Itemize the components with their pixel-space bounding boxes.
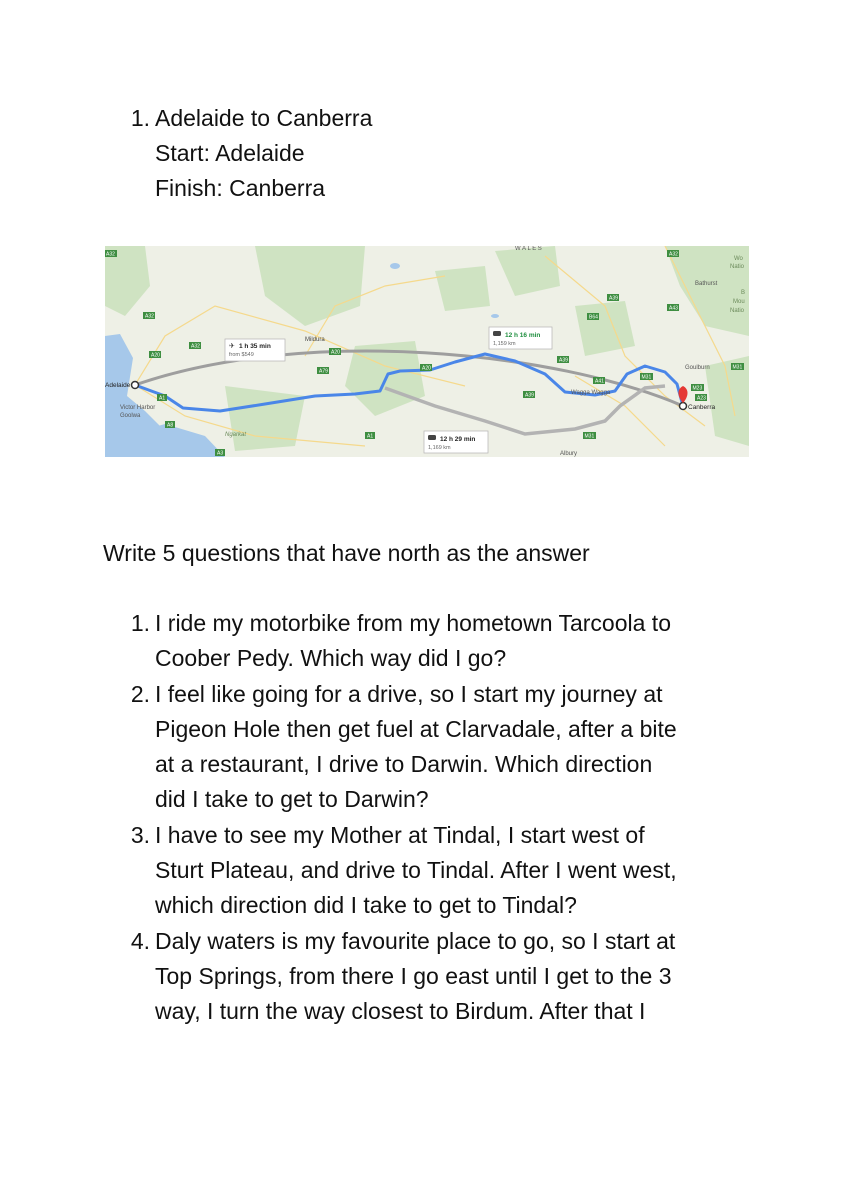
question-number: 1. [130, 610, 150, 636]
svg-text:M31: M31 [584, 433, 595, 440]
map-label: Mildura [305, 337, 325, 343]
map-label: Bathurst [695, 281, 718, 287]
road-shield [640, 373, 653, 381]
map-label: Ngarkat [225, 432, 247, 438]
road-shield [731, 363, 744, 371]
svg-text:A32: A32 [191, 343, 200, 350]
svg-text:M31: M31 [641, 374, 652, 381]
map-label: Wagga Wagga [571, 390, 611, 396]
svg-text:A32: A32 [669, 251, 678, 258]
question-line: Pigeon Hole then get fuel at Clarvadale, after a bite [155, 716, 677, 742]
svg-text:A20: A20 [422, 365, 431, 372]
svg-text:A39: A39 [525, 392, 534, 399]
main-drive-callout[interactable] [489, 327, 552, 349]
question-line: at a restaurant, I drive to Darwin. Which direction [155, 751, 653, 777]
svg-text:A3: A3 [217, 450, 224, 457]
question-line: Sturt Plateau, and drive to Tindal. After I went west, [155, 857, 677, 883]
airplane-icon: ✈ [229, 343, 235, 350]
question-number: 4. [130, 928, 150, 954]
svg-text:B64: B64 [589, 314, 598, 321]
end-point-icon [680, 403, 687, 410]
road-shield [607, 294, 619, 302]
svg-text:A79: A79 [319, 368, 328, 375]
drive-time: 12 h 16 min [505, 332, 541, 339]
map-label: B [741, 290, 746, 296]
alt-drive-time: 12 h 29 min [440, 436, 476, 443]
route-title: Adelaide to Canberra [155, 105, 373, 131]
alt-drive-callout[interactable] [424, 431, 488, 453]
svg-text:A41: A41 [595, 378, 604, 385]
map-label: Goolwa [120, 413, 141, 419]
flight-time: 1 h 35 min [239, 343, 271, 350]
instruction-text: Write 5 questions that have north as the answer [103, 540, 590, 566]
svg-text:A39: A39 [559, 357, 568, 364]
svg-text:A1: A1 [367, 433, 374, 440]
svg-text:A1: A1 [159, 395, 166, 402]
route-map [105, 246, 749, 457]
road-shield [587, 313, 599, 321]
drive-distance: 1,159 km [493, 341, 516, 347]
road-shield [105, 250, 117, 258]
question-line: Coober Pedy. Which way did I go? [155, 645, 507, 671]
map-label: WALES [515, 246, 544, 252]
svg-text:A32: A32 [145, 313, 154, 320]
map-label: Adelaide [105, 382, 131, 389]
question-number: 3. [130, 822, 150, 848]
question-line: Top Springs, from there I go east until I get to the 3 [155, 963, 672, 989]
map-label: Wo [734, 256, 743, 262]
map-label: Canberra [688, 404, 716, 411]
question-line: I feel like going for a drive, so I start my journey at [155, 681, 663, 707]
road-shield [593, 377, 605, 385]
question-line: Daly waters is my favourite place to go, so I start at [155, 928, 676, 954]
flight-price: from $549 [229, 352, 254, 358]
flight-callout[interactable] [225, 339, 285, 361]
route-finish: Finish: Canberra [155, 175, 326, 201]
road-shield [667, 304, 679, 312]
road-shield [557, 356, 569, 364]
svg-text:A39: A39 [609, 295, 618, 302]
svg-text:M31: M31 [732, 364, 743, 371]
road-shield [157, 394, 167, 402]
route-number: 1. [130, 105, 150, 131]
map-label: Natio [730, 264, 745, 270]
map-label: Goulburn [685, 365, 710, 371]
question-line: which direction did I take to get to Tindal? [155, 892, 577, 918]
svg-text:M23: M23 [692, 385, 703, 392]
road-shield [691, 384, 704, 392]
road-shield [695, 394, 707, 402]
road-shield [149, 351, 161, 359]
question-line: way, I turn the way closest to Birdum. After that I [155, 998, 646, 1024]
road-shield [583, 432, 596, 440]
road-shield [165, 421, 175, 429]
alt-drive-distance: 1,169 km [428, 445, 451, 451]
question-line: I ride my motorbike from my hometown Tarcoola to [155, 610, 671, 636]
svg-text:A23: A23 [697, 395, 706, 402]
road-shield [420, 364, 432, 372]
map-label: Albury [560, 451, 578, 457]
road-shield [667, 250, 679, 258]
question-number: 2. [130, 681, 150, 707]
road-shield [329, 348, 341, 356]
svg-text:A32: A32 [106, 251, 115, 258]
map-label: Victor Harbor [120, 405, 156, 411]
road-shield [365, 432, 375, 440]
start-point-icon [132, 382, 139, 389]
svg-text:A8: A8 [167, 422, 174, 429]
svg-text:A43: A43 [669, 305, 678, 312]
car-icon [493, 331, 501, 336]
road-shield [317, 367, 329, 375]
svg-text:A20: A20 [331, 349, 340, 356]
car-icon [428, 435, 436, 440]
road-shield [189, 342, 201, 350]
question-line: did I take to get to Darwin? [155, 786, 429, 812]
road-shield [215, 449, 225, 457]
question-line: I have to see my Mother at Tindal, I start west of [155, 822, 645, 848]
svg-text:A20: A20 [151, 352, 160, 359]
route-start: Start: Adelaide [155, 140, 305, 166]
road-shield [143, 312, 155, 320]
map-label: Mou [733, 299, 745, 305]
map-label: Natio [730, 308, 745, 314]
